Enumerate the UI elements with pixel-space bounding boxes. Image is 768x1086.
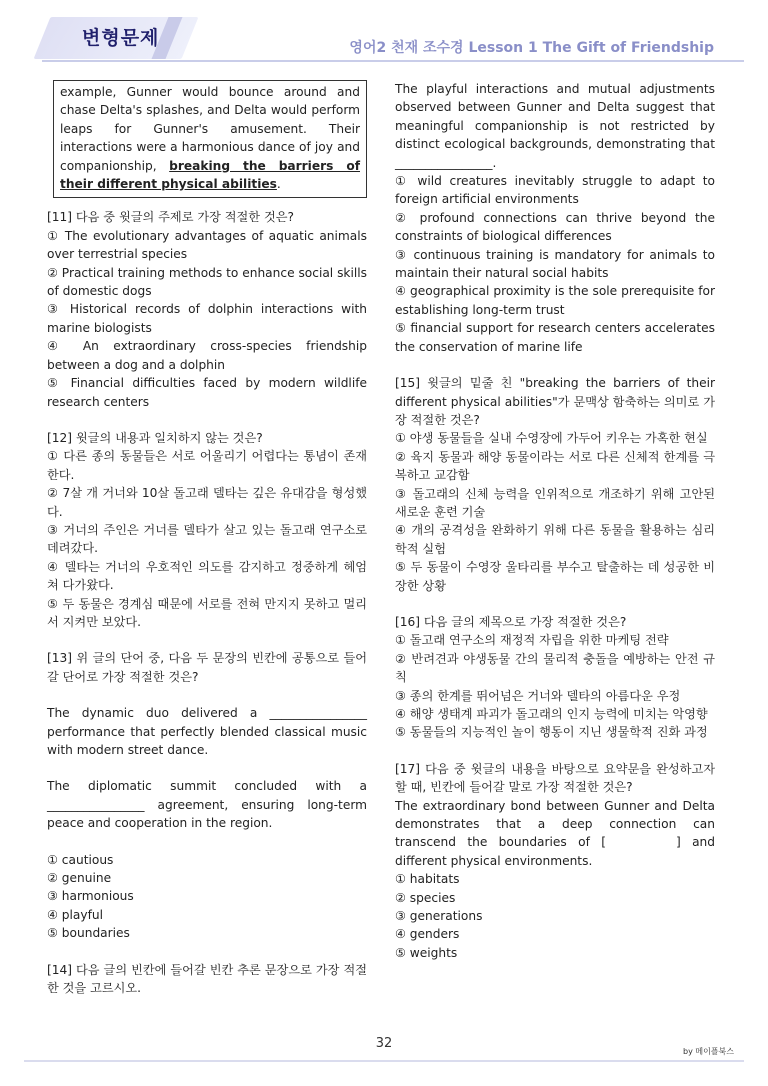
footer-divider xyxy=(24,1060,744,1062)
q17-option: ② species xyxy=(395,890,456,905)
q16-option: ① 돌고래 연구소의 재정적 자립을 위한 마케팅 전략 xyxy=(395,633,669,648)
right-column xyxy=(395,80,715,962)
question-12-stem: [12] 윗글의 내용과 일치하지 않는 것은? xyxy=(47,430,263,445)
q14-option: ④ geographical proximity is the sole prerequisite for establishing long-term trust xyxy=(395,284,715,317)
q15-option: ⑤ 두 동물이 수영장 울타리를 부수고 탈출하는 데 성공한 비장한 상황 xyxy=(395,560,715,593)
q16-option: ③ 종의 한계를 뛰어넘은 거너와 델타의 아름다운 우정 xyxy=(395,688,681,703)
header-divider xyxy=(42,60,744,62)
q13-option: ② genuine xyxy=(47,871,112,886)
q17-option: ⑤ weights xyxy=(395,945,458,960)
q17-summary-end: ] and different physical environments. xyxy=(395,835,715,868)
q15-option: ① 야생 동물들을 실내 수영장에 가두어 키우는 가혹한 현실 xyxy=(395,431,708,446)
question-14-stem: [14] 다음 글의 빈칸에 들어갈 빈칸 추론 문장으로 가장 적절한 것을 고르시오. xyxy=(47,962,367,996)
course-title: 영어2 천재 조수경 Lesson 1 The Gift of Friendship xyxy=(349,40,714,56)
q11-option: ② Practical training methods to enhance social skills of domestic dogs xyxy=(47,265,367,299)
question-16-stem: [16] 다음 글의 제목으로 가장 적절한 것은? xyxy=(395,614,627,629)
publisher-credit: by 메이플북스 xyxy=(683,1047,734,1056)
q13-sentence-2: The diplomatic summit concluded with a ________________ agreement, ensuring long-term peace and cooperation in the region. xyxy=(47,779,367,831)
passage-text: example, Gunner would bounce around and chase Delta's splashes, and Delta would perform leaps for Gunner's amusement. Their interactions were a harmonious dance of joy and companionship, xyxy=(60,85,360,173)
question-15-stem: [15] 윗글의 밑줄 친 "breaking the barriers of their different physical abilities"가 문맥상 함축하는 의미로 가장 적절한 것은? xyxy=(395,376,715,427)
q13-option: ③ harmonious xyxy=(47,889,134,904)
q14-option: ① wild creatures inevitably struggle to adapt to foreign artificial environments xyxy=(395,174,715,207)
passage-excerpt-box xyxy=(53,80,367,198)
section-badge: 변형문제 xyxy=(82,27,160,49)
q15-option: ④ 개의 공격성을 완화하기 위해 다른 동물을 활용하는 심리학적 실험 xyxy=(395,523,715,556)
page-number: 32 xyxy=(375,1036,393,1051)
question-11-stem: [11] 다음 중 윗글의 주제로 가장 적절한 것은? xyxy=(47,210,294,225)
q12-option: ⑤ 두 동물은 경계심 때문에 서로를 전혀 만지지 못하고 멀리서 지켜만 보았다. xyxy=(47,596,367,629)
q17-option: ④ genders xyxy=(395,927,460,942)
q16-option: ⑤ 동물들의 지능적인 놀이 행동이 지닌 생물학적 진화 과정 xyxy=(395,725,708,740)
q14-option: ② profound connections can thrive beyond the constraints of biological differences xyxy=(395,210,715,244)
q12-option: ③ 거너의 주인은 거너를 델타가 살고 있는 돌고래 연구소로 데려갔다. xyxy=(47,522,367,556)
q13-option: ④ playful xyxy=(47,907,104,922)
q17-summary-start: The extraordinary bond between Gunner and Delta demonstrates that a deep connection can transcend the boundaries of [ xyxy=(395,798,715,850)
q17-summary xyxy=(395,797,715,871)
passage-end: . xyxy=(276,177,281,192)
q14-option: ⑤ financial support for research centers accelerates the conservation of marine life xyxy=(395,321,715,354)
q13-option: ① cautious xyxy=(47,852,114,867)
q11-option: ⑤ Financial difficulties faced by modern wildlife research centers xyxy=(47,376,367,409)
underlined-phrase: breaking the barriers of their different physical abilities xyxy=(60,158,360,192)
q17-option: ① habitats xyxy=(395,872,460,887)
q15-option: ③ 돌고래의 신체 능력을 인위적으로 개조하기 위해 고안된 새로운 훈련 기술 xyxy=(395,486,715,519)
q13-sentence-1: The dynamic duo delivered a ________________ performance that perfectly blended classical music with modern street dance. xyxy=(47,706,367,757)
q12-option: ② 7살 개 거너와 10살 돌고래 델타는 깊은 유대감을 형성했다. xyxy=(47,486,367,519)
q12-option: ① 다른 종의 동물들은 서로 어울리기 어렵다는 통념이 존재한다. xyxy=(47,449,367,482)
q15-option: ② 육지 동물과 해양 동물이라는 서로 다른 신체적 한계를 극복하고 교감함 xyxy=(395,449,715,483)
q16-option: ② 반려견과 야생동물 간의 물리적 충돌을 예방하는 안전 규칙 xyxy=(395,651,715,685)
question-17-stem: [17] 다음 중 윗글의 내용을 바탕으로 요약문을 완성하고자 할 때, 빈칸에 들어갈 말로 가장 적절한 것은? xyxy=(395,761,715,795)
q11-option: ③ Historical records of dolphin interactions with marine biologists xyxy=(47,302,367,335)
q16-option: ④ 해양 생태계 파괴가 돌고래의 인지 능력에 미치는 악영향 xyxy=(395,707,708,721)
q13-option: ⑤ boundaries xyxy=(47,926,130,941)
question-13-stem: [13] 위 글의 단어 중, 다음 두 문장의 빈칸에 공통으로 들어갈 단어로 가장 적절한 것은? xyxy=(47,651,367,684)
q17-option: ③ generations xyxy=(395,909,483,924)
q11-option: ④ An extraordinary cross-species friendship between a dog and a dolphin xyxy=(47,339,367,372)
q14-passage: The playful interactions and mutual adjustments observed between Gunner and Delta suggest that meaningful companionship is not restricted by distinct ecological backgrounds, demonstrating that ________________. xyxy=(395,82,715,170)
left-column xyxy=(47,80,367,997)
q14-option: ③ continuous training is mandatory for animals to maintain their natural social habits xyxy=(395,247,715,281)
q12-option: ④ 델타는 거너의 우호적인 의도를 감지하고 정중하게 헤엄쳐 다가왔다. xyxy=(47,559,367,593)
page-header xyxy=(0,0,768,66)
q11-option: ① The evolutionary advantages of aquatic animals over terrestrial species xyxy=(47,228,367,262)
